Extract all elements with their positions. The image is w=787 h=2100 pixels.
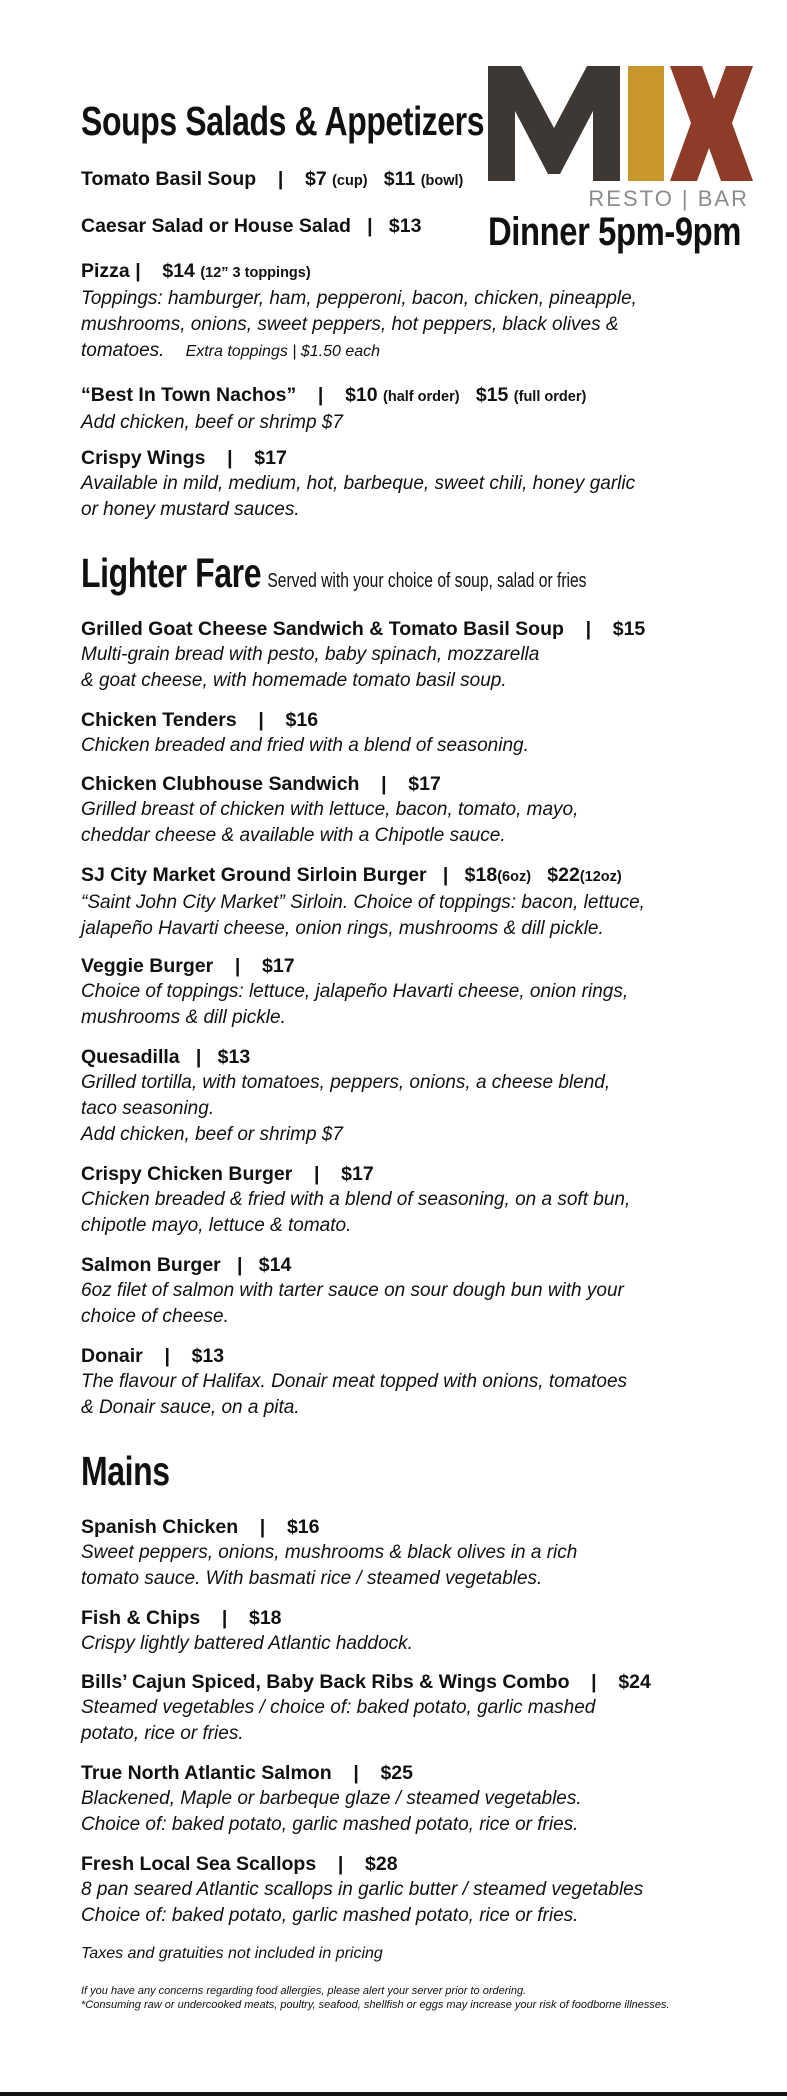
description-line: 8 pan seared Atlantic scallops in garlic butter / steamed vegetables: [81, 1879, 644, 1900]
item-price: $13: [388, 215, 422, 237]
description-line: Blackened, Maple or barbeque glaze / steamed vegetables.: [81, 1788, 582, 1809]
description-line: Chicken breaded & fried with a blend of seasoning, on a soft bun,: [81, 1189, 631, 1210]
description-line: tomato sauce. With basmati rice / steamed vegetables.: [81, 1568, 543, 1589]
item-name: Quesadilla: [81, 1046, 180, 1068]
separator: |: [237, 1254, 243, 1276]
description-line: Toppings: hamburger, ham, pepperoni, bacon, chicken, pineapple,: [81, 288, 637, 309]
description-line: Crispy lightly battered Atlantic haddock.: [81, 1633, 413, 1654]
menu-item-tomato-soup: [81, 166, 711, 194]
item-description: [81, 410, 711, 436]
item-heading: [81, 616, 711, 642]
menu-item-sea-scallops: [81, 1851, 711, 1929]
item-heading: [81, 166, 711, 194]
description-line: Add chicken, beef or shrimp $7: [81, 1124, 343, 1145]
taxes-note: Taxes and gratuities not included in pricing: [81, 1945, 383, 1962]
price-note: (half order): [383, 389, 460, 405]
description-line: 6oz filet of salmon with tarter sauce on sour dough bun with your: [81, 1280, 624, 1301]
menu-item-salmon-burger: [81, 1252, 711, 1330]
item-name: Chicken Tenders: [81, 709, 237, 731]
item-name: True North Atlantic Salmon: [81, 1762, 332, 1784]
menu-item-fish-chips: [81, 1605, 711, 1657]
separator: |: [353, 1762, 359, 1784]
menu-item-sirloin-burger: [81, 862, 711, 942]
item-description: [81, 642, 711, 694]
item-price: $16: [285, 709, 319, 731]
description-line: & Donair sauce, on a pita.: [81, 1397, 300, 1418]
item-description: [81, 1369, 711, 1421]
item-name: Chicken Clubhouse Sandwich: [81, 773, 360, 795]
separator: |: [277, 168, 284, 190]
item-price: $14: [258, 1254, 292, 1276]
description-text: tomatoes.: [81, 340, 165, 361]
separator: |: [381, 773, 387, 795]
section-title-text: Mains: [81, 1448, 170, 1494]
item-heading: [81, 1161, 711, 1187]
logo-letter-x: [670, 66, 753, 181]
item-price: $17: [341, 1163, 374, 1185]
item-price: $22: [547, 864, 580, 886]
description-line: jalapeño Havarti cheese, onion rings, mushrooms & dill pickle.: [81, 918, 604, 939]
item-description: [81, 1070, 711, 1148]
item-heading: [81, 1343, 711, 1369]
separator: |: [195, 1046, 202, 1068]
menu-item-crispy-wings: [81, 445, 711, 523]
separator: |: [337, 1853, 344, 1875]
item-heading: [81, 1851, 711, 1877]
separator: |: [313, 1163, 320, 1185]
item-name: Tomato Basil Soup: [81, 168, 257, 190]
description-line: [81, 338, 711, 365]
item-name: Fresh Local Sea Scallops: [81, 1853, 317, 1875]
description-line: taco seasoning.: [81, 1098, 215, 1119]
description-line: potato, rice or fries.: [81, 1723, 244, 1744]
separator: |: [164, 1345, 170, 1367]
item-description: [81, 286, 711, 365]
separator: |: [258, 709, 264, 731]
menu-item-spanish-chicken: [81, 1514, 711, 1592]
section-title-lighter-fare: [81, 550, 586, 597]
item-heading: [81, 1669, 711, 1695]
separator: |: [259, 1516, 266, 1538]
item-description: [81, 1540, 711, 1592]
mix-logo: [488, 66, 753, 211]
menu-item-pizza: [81, 258, 711, 365]
menu-item-chicken-clubhouse: [81, 771, 711, 849]
menu-item-goat-cheese-sandwich: [81, 616, 711, 694]
item-name: Fish & Chips: [81, 1607, 201, 1629]
item-price: $14: [162, 260, 195, 282]
item-heading: [81, 1514, 711, 1540]
section-title-text: Soups Salads & Appetizers: [81, 98, 485, 144]
logo-subtitle: RESTO | BAR: [588, 186, 749, 211]
mix-logo-icon: [488, 66, 753, 181]
price-note: (bowl): [420, 173, 464, 189]
description-line: choice of cheese.: [81, 1306, 229, 1327]
menu-item-caesar-salad: [81, 213, 711, 239]
item-heading: [81, 1605, 711, 1631]
item-name: Salmon Burger: [81, 1254, 221, 1276]
item-price: $17: [262, 955, 295, 977]
item-description: [81, 797, 711, 849]
menu-item-ribs-wings-combo: [81, 1669, 711, 1747]
item-heading: [81, 771, 711, 797]
description-line: Multi-grain bread with pesto, baby spinach, mozzarella: [81, 644, 540, 665]
item-name: Bills’ Cajun Spiced, Baby Back Ribs & Wings Combo: [81, 1671, 570, 1693]
item-description: [81, 890, 711, 942]
item-name: Caesar Salad or House Salad: [81, 215, 351, 237]
item-name: Veggie Burger: [81, 955, 214, 977]
section-subtitle: Served with your choice of soup, salad or fries: [267, 570, 587, 592]
separator: |: [221, 1607, 228, 1629]
item-price: $11: [383, 168, 416, 190]
separator: |: [227, 447, 233, 469]
menu-item-atlantic-salmon: [81, 1760, 711, 1838]
price-note: (full order): [513, 389, 587, 405]
item-description: [81, 1187, 711, 1239]
separator: |: [135, 260, 141, 282]
section-title-text: Lighter Fare: [81, 550, 262, 596]
separator: |: [234, 955, 241, 977]
description-line: “Saint John City Market” Sirloin. Choice of toppings: bacon, lettuce,: [81, 892, 645, 913]
item-description: [81, 1786, 711, 1838]
menu-item-nachos: [81, 382, 711, 436]
item-heading: [81, 1044, 711, 1070]
description-line: & goat cheese, with homemade tomato basil soup.: [81, 670, 507, 691]
menu-item-quesadilla: [81, 1044, 711, 1148]
price-note: (12oz): [579, 869, 622, 885]
item-price: $16: [286, 1516, 320, 1538]
item-name: Crispy Wings: [81, 447, 206, 469]
item-description: [81, 979, 711, 1031]
item-description: [81, 1877, 711, 1929]
item-price: $17: [254, 447, 287, 469]
logo-letter-i: [628, 66, 664, 181]
separator: |: [367, 215, 373, 237]
item-price: $10: [345, 384, 378, 406]
description-line: Choice of: baked potato, garlic mashed potato, rice or fries.: [81, 1905, 579, 1926]
item-price: $18: [248, 1607, 282, 1629]
item-heading: [81, 1252, 711, 1278]
separator: |: [585, 618, 592, 640]
item-description: [81, 1695, 711, 1747]
dinner-hours: Dinner 5pm-9pm: [488, 210, 742, 254]
description-line: Grilled tortilla, with tomatoes, peppers, onions, a cheese blend,: [81, 1072, 611, 1093]
item-name: SJ City Market Ground Sirloin Burger: [81, 864, 427, 886]
description-line: Add chicken, beef or shrimp $7: [81, 412, 343, 433]
item-name: Grilled Goat Cheese Sandwich & Tomato Basil Soup: [81, 618, 564, 640]
description-line: Choice of toppings: lettuce, jalapeño Havarti cheese, onion rings,: [81, 981, 629, 1002]
item-price: $28: [365, 1853, 398, 1875]
item-price: $13: [191, 1345, 225, 1367]
item-price: $15: [612, 618, 646, 640]
separator: |: [591, 1671, 597, 1693]
item-price: $17: [408, 773, 441, 795]
item-price: $24: [618, 1671, 651, 1693]
menu-item-chicken-tenders: [81, 707, 711, 759]
item-heading: [81, 953, 711, 979]
description-line: mushrooms, onions, sweet peppers, hot peppers, black olives &: [81, 314, 619, 335]
description-line: or honey mustard sauces.: [81, 499, 300, 520]
item-price: $18: [464, 864, 498, 886]
item-heading: [81, 213, 711, 239]
item-name: Spanish Chicken: [81, 1516, 239, 1538]
item-heading: [81, 258, 711, 286]
section-title-soups: [81, 98, 484, 145]
description-line: Sweet peppers, onions, mushrooms & black olives in a rich: [81, 1542, 578, 1563]
item-heading: [81, 445, 711, 471]
item-heading: [81, 862, 711, 890]
item-price: $15: [475, 384, 509, 406]
fine-print: [81, 1984, 670, 2012]
description-line: Choice of: baked potato, garlic mashed potato, rice or fries.: [81, 1814, 579, 1835]
description-line: mushrooms & dill pickle.: [81, 1007, 286, 1028]
item-heading: [81, 707, 711, 733]
description-line: Grilled breast of chicken with lettuce, bacon, tomato, mayo,: [81, 799, 579, 820]
item-name: Donair: [81, 1345, 143, 1367]
price-note: (12” 3 toppings): [200, 265, 311, 281]
item-description: [81, 733, 711, 759]
allergy-note: If you have any concerns regarding food allergies, please alert your server prior to ordering.: [81, 1985, 527, 1997]
section-title-mains: [81, 1448, 170, 1495]
menu-item-donair: [81, 1343, 711, 1421]
consumption-warning: *Consuming raw or undercooked meats, poultry, seafood, shellfish or eggs may increase your risk of foodborne illnesses.: [81, 1999, 670, 2011]
description-line: The flavour of Halifax. Donair meat topped with onions, tomatoes: [81, 1371, 628, 1392]
price-note: (cup): [332, 173, 368, 189]
item-name: Crispy Chicken Burger: [81, 1163, 293, 1185]
description-line: chipotle mayo, lettuce & tomato.: [81, 1215, 352, 1236]
item-description: [81, 471, 711, 523]
description-line: Steamed vegetables / choice of: baked potato, garlic mashed: [81, 1697, 596, 1718]
item-name: “Best In Town Nachos”: [81, 384, 297, 406]
description-line: Chicken breaded and fried with a blend of seasoning.: [81, 735, 529, 756]
menu-item-crispy-chicken-burger: [81, 1161, 711, 1239]
item-name: Pizza: [81, 260, 130, 282]
item-heading: [81, 382, 711, 410]
item-description: [81, 1278, 711, 1330]
item-description: [81, 1631, 711, 1657]
separator: |: [442, 864, 449, 886]
item-heading: [81, 1760, 711, 1786]
bottom-border: [0, 2092, 787, 2096]
logo-letter-m: [488, 66, 620, 181]
separator: |: [317, 384, 324, 406]
price-note: (6oz): [497, 869, 532, 885]
description-line: cheddar cheese & available with a Chipotle sauce.: [81, 825, 506, 846]
item-price: $13: [217, 1046, 251, 1068]
description-line: Available in mild, medium, hot, barbeque, sweet chili, honey garlic: [81, 473, 636, 494]
menu-item-veggie-burger: [81, 953, 711, 1031]
item-price: $25: [380, 1762, 413, 1784]
item-price: $7: [304, 168, 327, 190]
extra-toppings-note: Extra toppings | $1.50 each: [185, 343, 381, 360]
